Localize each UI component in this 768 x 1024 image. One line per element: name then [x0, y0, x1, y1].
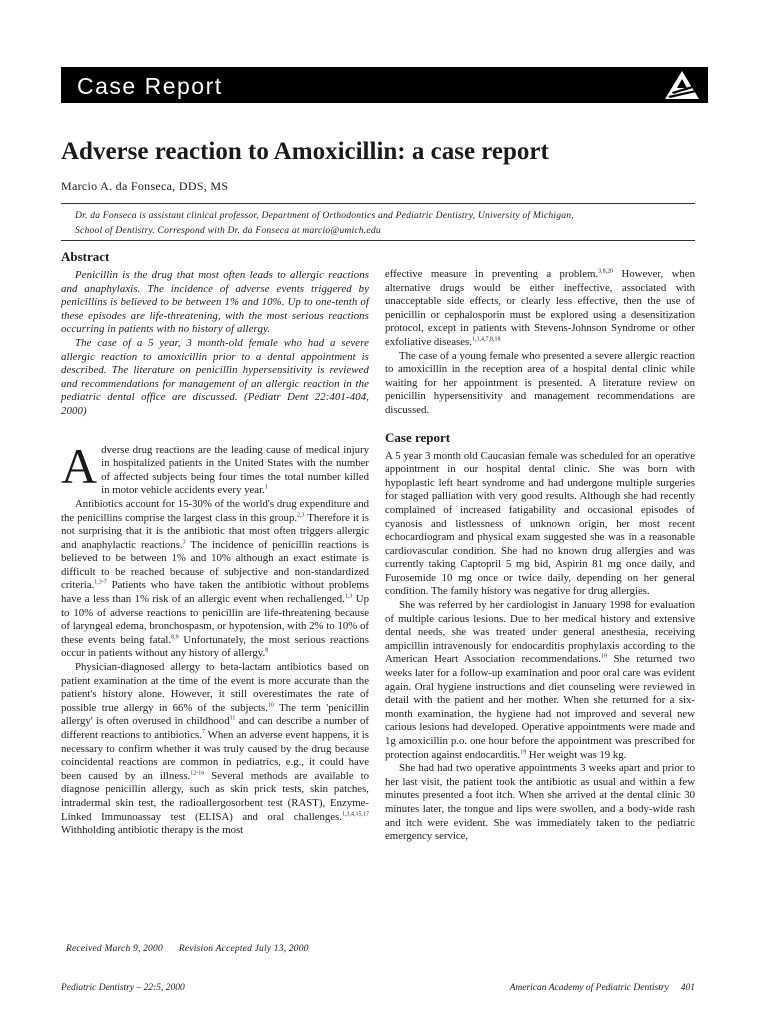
publisher-name: American Academy of Pediatric Dentistry [509, 983, 669, 993]
author-line: Marcio A. da Fonseca, DDS, MS [61, 179, 229, 193]
article-title: Adverse reaction to Amoxicillin: a case report [61, 138, 549, 165]
intro-section [61, 437, 369, 838]
received-dates [66, 944, 309, 954]
right-column [385, 268, 695, 844]
triangle-logo-icon [664, 70, 700, 100]
affiliation [75, 208, 685, 238]
case-paragraph-3: She had had two operative appointments 3 weeks apart and prior to her last visit, the patient took the antibiotic as usual and within a few minutes presented a foot itch. When she arrived at the dental clinic 30 minutes later, the tongue and lips were swollen, and a body-wide rash and itch were evident. She was immediately taken to the pediatric emergency service, [385, 762, 695, 843]
accepted-date: Revision Accepted July 13, 2000 [178, 944, 309, 954]
abstract-paragraph-1: Penicillin is the drug that most often leads to allergic reactions and anaphylaxis. The incidence of adverse events triggered by penicillins is believed to be between 1% and 10%. Up to one-tenth of these episodes are life-threatening, with the most serious reactions occurring in patients with no history of allergy. [61, 269, 369, 336]
section-banner [61, 67, 708, 103]
abstract-paragraph-2: The case of a 5 year, 3 month-old female who had a severe allergic reaction to amoxicillin prior to a dental appointment is described. The literature on penicillin hypersensitivity is reviewed and recommendations for management of an allergic reaction in the pediatric dental office are discussed. (Pediatr Dent 22:401-404, 2000) [61, 336, 369, 417]
top-rule [61, 203, 695, 204]
page-number: 401 [680, 983, 695, 993]
left-column [61, 249, 369, 838]
affiliation-line-1: Dr. da Fonseca is assistant clinical professor, Department of Orthodontics and Pediatric Dentistry, University of Michigan, [75, 210, 574, 221]
abstract-section [61, 249, 369, 419]
intro-paragraph-3: Physician-diagnosed allergy to beta-lactam antibiotics based on patient examination at the time of the event is more accurate than the patient's history alone. However, it still overestimates the rate of possible true allergy in 66% of the subjects.$^{10}$ The term 'penicillin allergy' is often overused in childhood$^{11}$ and can describe a number of different reactions to antibiotics.$^7$ When an adverse event happens, it is necessary to confirm whether it was truly caused by the drug because coincidental reactions are common in pediatrics, e.g., it could have been caused by an illness.$^{12-16}$ Several methods are available to diagnose penicillin allergy, such as skin prick tests, skin patches, intradermal skin test, the radioallergosorbent test (RAST), Enzyme-Linked Immunoassay test (ELISA) and oral challenges.$^{1,3,4,15,17}$ Withholding antibiotic therapy is the most [61, 661, 369, 837]
right-paragraph-1: effective measure in preventing a problem.$^{3,8,20}$ However, when alternative drugs would be either ineffective, associated with unacceptable side effects, or clearly less effective, then the use of penicillin or cephalosporin must be explored using a desensitization protocol, except in patients with Stevens-Johnson Syndrome or other exfoliative diseases.$^{1,3,4,7,8,18}$ [385, 268, 695, 348]
intro-paragraph-1: Adverse drug reactions are the leading cause of medical injury in hospitalized patients in the United States with the number of affected subjects being four times the total number killed in motor vehicle accidents every year.$^1$ [61, 437, 369, 497]
received-date: Received March 9, 2000 [66, 944, 163, 954]
footer-publisher [510, 983, 695, 993]
affiliation-line-2: School of Dentistry. Correspond with Dr. da Fonseca at marcio@umich.edu [75, 225, 381, 236]
right-paragraph-2: The case of a young female who presented a severe allergic reaction to amoxicillin in the reception area of a hospital dental clinic while waiting for her appointment is presented. A literature review on penicillin hypersensitivity and management recommendations are discussed. [385, 349, 695, 416]
case-report-heading: Case report [385, 429, 451, 445]
drop-cap: A [61, 437, 98, 494]
abstract-heading: Abstract [61, 249, 110, 264]
bottom-rule [61, 240, 695, 241]
section-label: Case Report [77, 73, 223, 99]
case-paragraph-2: She was referred by her cardiologist in January 1998 for evaluation of multiple carious lesions. Due to her medical history and extensive dental needs, she was treated under general anesthesia, receiving ampicillin intravenously for endocarditis prophylaxis according to the American Heart Association recommendations.$^{19}$ She returned two weeks later for a follow-up examination and poor oral care was evident again. Oral hygiene instructions and diet counseling were reviewed in detail with the patient and her mother. When she returned for a six-month examination, the hygiene had not improved and several new carious lesions had developed. Operative appointments were made and 1g amoxicillin p.o. one hour before the appointment was prescribed for protection against endocarditis.$^{19}$ Her weight was 19 kg. [385, 599, 695, 761]
footer-journal: Pediatric Dentistry – 22:5, 2000 [61, 983, 185, 993]
intro-paragraph-2: Antibiotics account for 15-30% of the world's drug expenditure and the penicillins comprise the largest class in this group.$^{2,3}$ Therefore it is not surprising that it is the antibiotic that most often triggers allergic and anaphylactic reactions.$^3$ The incidence of penicillin reactions is believed to be between 1% and 10% although an exact estimate is difficult to be reached because of subjective and non-standardized criteria.$^{1,3-7}$ Patients who have taken the antibiotic without problems have a less than 1% risk of an allergic event when rechallenged.$^{1,3}$ Up to 10% of adverse reactions to penicillin are life-threatening because of laryngeal edema, bronchospasm, or hypotension, with 2% to 10% of these events being fatal.$^{8,9}$ Unfortunately, the most serious reactions occur in patients without any history of allergy.$^8$ [61, 497, 369, 660]
case-paragraph-1: A 5 year 3 month old Caucasian female was scheduled for an operative appointment in our hospital dental clinic. She was born with hypoplastic left heart syndrome and had undergone multiple surgeries for staged palliation with very good results. Although she had recently complained of increased fatigability and occasional episodes of cyanosis and listlessness of unknown origin, her most recent echocardiogram and physical exam suggested she was in a reasonable cardiovascular condition. She had no known drug allergies and was currently taking Captopril 5 mg bid, Aspirin 81 mg once daily, and Furosemide 10 mg once or twice daily, depending on her general condition. The family history was negative for drug allergies. [385, 449, 695, 598]
